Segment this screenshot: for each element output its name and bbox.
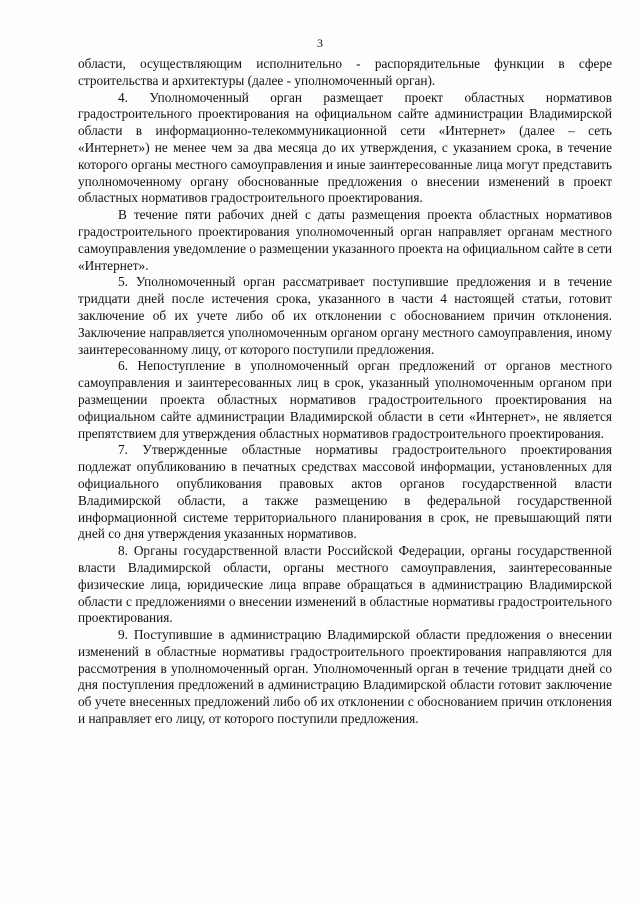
paragraph-item-6: 6. Непоступление в уполномоченный орган предложений от органов местного самоуправления и заинтересованных лиц в срок, указанный уполномоченным органом при размещении проекта областных нормативов градостроительного проектирования на официальном сайте администрации Владимирской области в сети «Интернет», не является препятствием для утверждения областных нормативов градостроительного проектирования.	[78, 358, 612, 441]
paragraph-item-9: 9. Поступившие в администрацию Владимирской области предложения о внесении изменений в областные нормативы градостроительного проектирования направляются для рассмотрения в уполномоченный орган. Уполномоченный орган в течение тридцати дней со дня поступления предложений в администрацию Владимирской области готовит заключение об учете внесенных предложений либо об их отклонении с обоснованием причин отклонения и направляет его лицу, от которого поступили предложения.	[78, 627, 612, 727]
document-body	[78, 56, 612, 728]
paragraph-item-8: 8. Органы государственной власти Российской Федерации, органы государственной власти Владимирской области, органы местного самоуправления, заинтересованные физические лица, юридические лица вправе обращаться в администрацию Владимирской области с предложениями о внесении изменений в областные нормативы градостроительного проектирования.	[78, 543, 612, 626]
paragraph-item-7: 7. Утвержденные областные нормативы градостроительного проектирования подлежат опубликованию в печатных средствах массовой информации, установленных для официального опубликования правовых актов органов государственной власти Владимирской области, а также размещению в федеральной государственной информационной системе территориального планирования в срок, не превышающий пяти дней со дня утверждения указанных нормативов.	[78, 442, 612, 542]
paragraph-item-4-notice: В течение пяти рабочих дней с даты размещения проекта областных нормативов градостроительного проектирования уполномоченный орган направляет органам местного самоуправления уведомление о размещении указанного проекта на официальном сайте в сети «Интернет».	[78, 207, 612, 273]
paragraph-item-5: 5. Уполномоченный орган рассматривает поступившие предложения и в течение тридцати дней после истечения срока, указанного в части 4 настоящей статьи, готовит заключение об их учете либо об их отклонении с обоснованием причин отклонения. Заключение направляется уполномоченным органом органу местного самоуправления, иному заинтересованному лицу, от которого поступили предложения.	[78, 274, 612, 357]
page-number: 3	[317, 36, 323, 50]
paragraph-item-4: 4. Уполномоченный орган размещает проект областных нормативов градостроительного проектирования на официальном сайте администрации Владимирской области в информационно-телекоммуникационной сети «Интернет» (далее – сеть «Интернет») не менее чем за два месяца до их утверждения, с указанием срока, в течение которого органы местного самоуправления и иные заинтересованные лица могут представить уполномоченному органу обоснованные предложения о внесении изменений в проект областных нормативов градостроительного проектирования.	[78, 89, 612, 206]
paragraph-continuation: области, осуществляющим исполнительно - распорядительные функции в сфере строительства и архитектуры (далее - уполномоченный орган).	[78, 56, 612, 88]
